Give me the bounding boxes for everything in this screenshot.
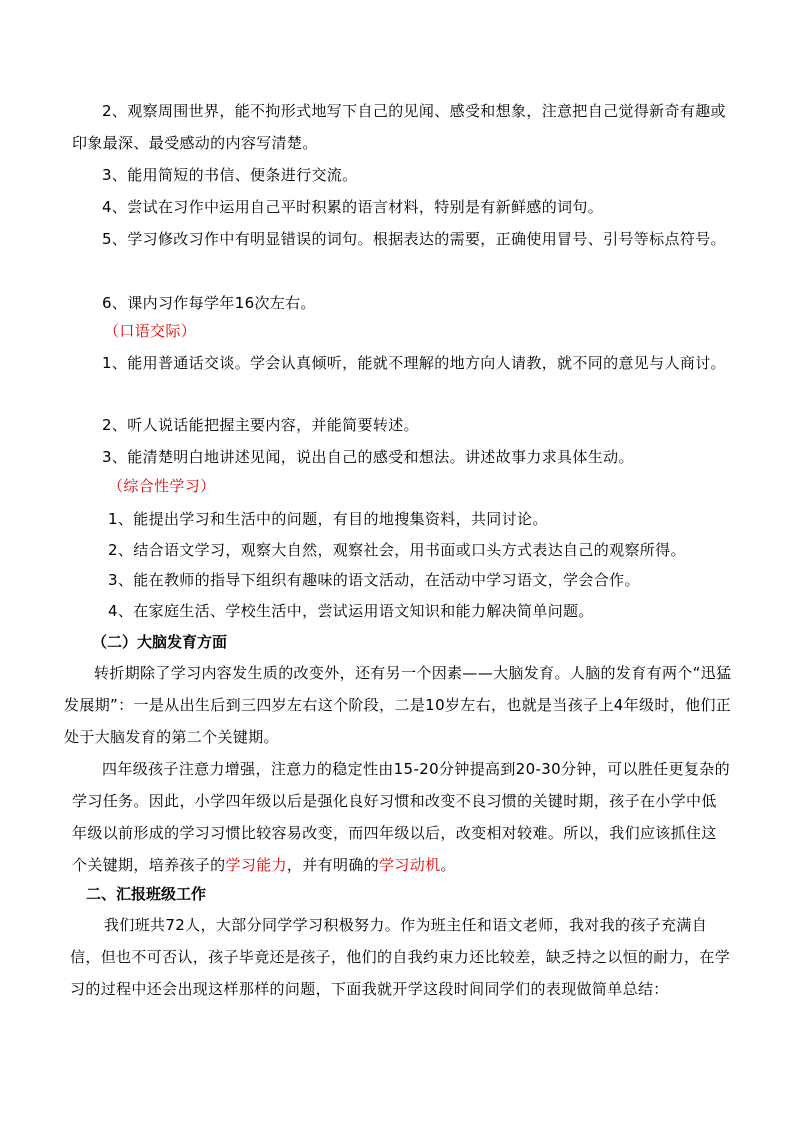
section-heading-oral	[104, 315, 764, 347]
paragraph-text: 四年级孩子注意力增强，注意力的稳定性由15-20分钟提高到20-30分钟，可以胜任更复杂的学习任务。因此，小学四年级以后是强化良好习惯和改变不良习惯的关键时期，孩子在小学中低年级以前形成的学习习惯比较容易改变，而四年级以后，改变相对较难。所以，我们应该抓住这个关键期，培养孩子的	[72, 760, 730, 874]
paragraph-text: 6、课内习作每学年16次左右。	[102, 294, 316, 312]
paragraph-text: 4、尝试在习作中运用自己平时积累的语言材料，特别是有新鲜感的词句。	[102, 198, 604, 216]
paragraph-observe-nature	[108, 534, 732, 566]
paragraph-text: 2、观察周围世界，能不拘形式地写下自己的见闻、感受和想象，注意把自己觉得新奇有趣或印象最深、最受感动的内容写清楚。	[72, 102, 726, 152]
paragraph-brain-development	[64, 657, 732, 753]
paragraph-language-material	[72, 191, 732, 223]
paragraph-observe-world	[72, 95, 732, 159]
paragraph-mandarin	[72, 347, 732, 379]
paragraph-letters	[72, 159, 732, 191]
paragraph-text: 转折期除了学习内容发生质的改变外，还有另一个因素——大脑发育。人脑的发育有两个“迅猛发展期”：一是从出生后到三四岁左右这个阶段，二是10岁左右，也就是当孩子上4年级时，他们正处于大脑发育的第二个关键期。	[64, 664, 732, 746]
section-heading-brain	[92, 626, 227, 658]
heading-text: 二、汇报班级工作	[86, 885, 207, 903]
paragraph-ask-questions	[108, 503, 732, 535]
heading-text: （二）大脑发育方面	[92, 633, 228, 651]
highlight-learning-ability: 学习能力	[225, 856, 287, 874]
paragraph-text: 4、在家庭生活、学校生活中，尝试运用语文知识和能力解决简单问题。	[108, 602, 594, 620]
highlight-learning-motivation: 学习动机	[379, 856, 441, 874]
paragraph-narrating	[72, 441, 732, 473]
paragraph-text: 。	[440, 856, 456, 874]
section-heading-class-report	[86, 878, 206, 910]
paragraph-text: 2、结合语文学习，观察大自然，观察社会，用书面或口头方式表达自己的观察所得。	[108, 541, 686, 559]
paragraph-text: 3、能清楚明白地讲述见闻，说出自己的感受和想法。讲述故事力求具体生动。	[102, 448, 634, 466]
paragraph-text: 3、能在教师的指导下组织有趣味的语文活动，在活动中学习语文，学会合作。	[108, 571, 640, 589]
paragraph-text: ，并有明确的	[286, 856, 380, 874]
paragraph-listening	[72, 409, 732, 441]
paragraph-fourth-grade	[72, 753, 732, 881]
heading-text: （口语交际）	[104, 322, 197, 340]
paragraph-activities	[108, 564, 732, 596]
section-heading-integrated	[108, 470, 768, 502]
paragraph-class-summary	[70, 909, 736, 1005]
paragraph-text: 1、能用普通话交谈。学会认真倾听，能就不理解的地方向人请教，就不同的意见与人商讨。	[102, 354, 726, 372]
paragraph-text: 我们班共72人，大部分同学学习积极努力。作为班主任和语文老师，我对我的孩子充满自信，但也不可否认，孩子毕竟还是孩子，他们的自我约束力还比较差，缺乏持之以恒的耐力，在学习的过程中还会出现这样那样的问题，下面我就开学这段时间同学们的表现做简单总结：	[70, 916, 731, 998]
paragraph-text: 1、能提出学习和生活中的问题，有目的地搜集资料，共同讨论。	[108, 510, 548, 528]
paragraph-revise	[72, 223, 732, 255]
paragraph-text: 2、听人说话能把握主要内容，并能简要转述。	[102, 416, 419, 434]
paragraph-text: 3、能用简短的书信、便条进行交流。	[102, 166, 358, 184]
paragraph-apply-knowledge	[108, 595, 732, 627]
paragraph-text: 5、学习修改习作中有明显错误的词句。根据表达的需要，正确使用冒号、引号等标点符号。	[102, 230, 726, 248]
heading-text: （综合性学习）	[108, 477, 216, 495]
